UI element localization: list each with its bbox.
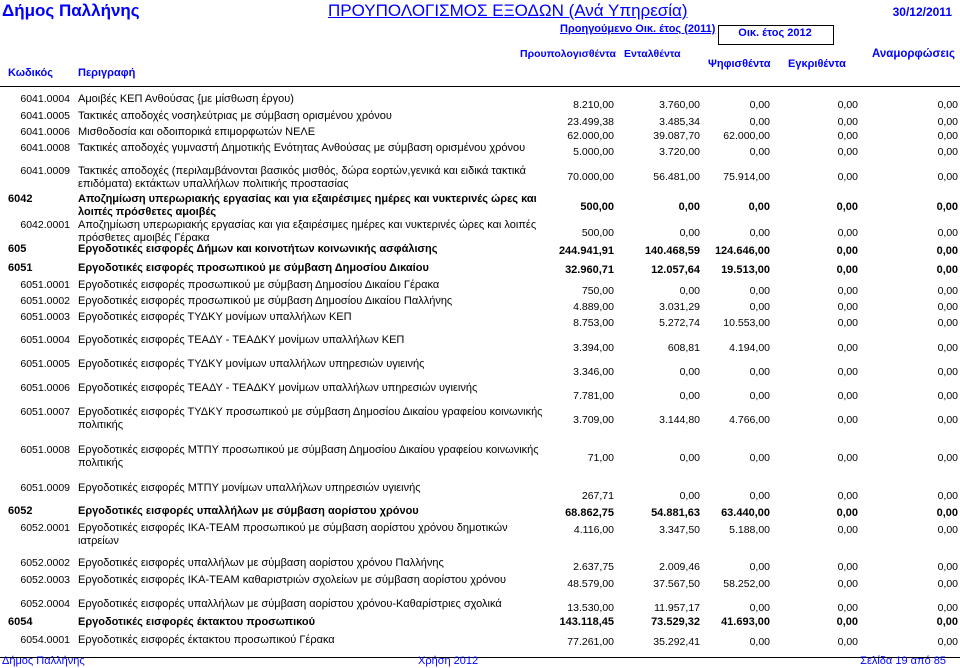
row-value-revisions: 0,00 bbox=[937, 171, 958, 183]
row-value-approved: 0,00 bbox=[836, 507, 858, 519]
header-divider bbox=[0, 86, 960, 87]
column-header-code: Κωδικός bbox=[8, 67, 53, 79]
row-value-committed: 3.347,50 bbox=[659, 524, 700, 536]
row-description: Εργοδοτικές εισφορές ΙΚΑ-ΤΕΑΜ καθαριστριών σχολείων με σύμβαση αορίστου χρόνου bbox=[78, 574, 507, 586]
row-value-approved: 0,00 bbox=[837, 561, 858, 573]
row-value-approved: 0,00 bbox=[837, 602, 858, 614]
row-value-voted: 0,00 bbox=[749, 285, 770, 297]
row-value-committed: 3.144,80 bbox=[659, 414, 700, 426]
row-value-revisions: 0,00 bbox=[936, 245, 958, 257]
row-value-revisions: 0,00 bbox=[937, 99, 958, 111]
row-value-budgeted: 3.346,00 bbox=[573, 366, 614, 378]
row-description: Εργοδοτικές εισφορές ΜΤΠΥ μονίμων υπαλλήλων υπηρεσιών υγιεινής bbox=[78, 482, 421, 494]
row-value-committed: 11.957,17 bbox=[654, 602, 700, 614]
column-header-approved: Εγκριθέντα bbox=[788, 58, 846, 70]
row-value-approved: 0,00 bbox=[837, 366, 858, 378]
row-value-voted: 58.252,00 bbox=[723, 578, 770, 590]
row-value-budgeted: 48.579,00 bbox=[567, 578, 614, 590]
row-description: Τακτικές αποδοχές νοσηλεύτριας με σύμβαση ορισμένου χρόνου bbox=[78, 110, 392, 122]
row-code: 6054 bbox=[8, 616, 33, 628]
municipality-title: Δήμος Παλλήνης bbox=[2, 1, 140, 20]
row-code: 605 bbox=[8, 243, 27, 255]
row-value-budgeted: 2.637,75 bbox=[573, 561, 614, 573]
row-value-revisions: 0,00 bbox=[937, 227, 958, 239]
current-year-label: Οικ. έτος 2012 bbox=[738, 27, 812, 39]
row-value-revisions: 0,00 bbox=[937, 414, 958, 426]
row-value-committed: 0,00 bbox=[678, 201, 700, 213]
row-value-revisions: 0,00 bbox=[936, 264, 958, 276]
row-value-budgeted: 13.530,00 bbox=[567, 602, 614, 614]
row-value-committed: 140.468,59 bbox=[644, 245, 700, 257]
row-value-approved: 0,00 bbox=[837, 130, 858, 142]
row-code: 6051.0004 bbox=[20, 334, 70, 346]
report-title: ΠΡΟΥΠΟΛΟΓΙΣΜΟΣ ΕΞΟΔΩΝ (Ανά Υπηρεσία) bbox=[328, 1, 688, 20]
row-code: 6051.0007 bbox=[20, 406, 70, 418]
row-value-revisions: 0,00 bbox=[937, 146, 958, 158]
row-value-approved: 0,00 bbox=[836, 616, 858, 628]
row-value-voted: 0,00 bbox=[749, 390, 770, 402]
footer-municipality: Δήμος Παλλήνης bbox=[2, 655, 85, 667]
row-description: Εργοδοτικές εισφορές προσωπικού με σύμβαση Δημοσίου Δικαίου bbox=[78, 262, 429, 274]
row-value-committed: 0,00 bbox=[679, 366, 700, 378]
row-value-voted: 0,00 bbox=[749, 227, 770, 239]
row-value-budgeted: 267,71 bbox=[581, 490, 614, 502]
row-value-committed: 2.009,46 bbox=[659, 561, 700, 573]
row-value-approved: 0,00 bbox=[837, 578, 858, 590]
row-value-committed: 608,81 bbox=[667, 342, 700, 354]
row-value-voted: 0,00 bbox=[749, 452, 770, 464]
row-value-revisions: 0,00 bbox=[936, 201, 958, 213]
row-code: 6041.0009 bbox=[20, 165, 70, 177]
row-code: 6052.0004 bbox=[20, 598, 70, 610]
row-code: 6051 bbox=[8, 262, 33, 274]
row-value-committed: 56.481,00 bbox=[653, 171, 700, 183]
row-code: 6051.0009 bbox=[20, 482, 70, 494]
row-value-budgeted: 4.889,00 bbox=[573, 301, 614, 313]
row-code: 6041.0005 bbox=[20, 110, 70, 122]
row-value-budgeted: 77.261,00 bbox=[567, 636, 614, 648]
row-description: Εργοδοτικές εισφορές ΤΥΔΚΥ μονίμων υπαλλήλων υπηρεσιών υγιεινής bbox=[78, 358, 425, 370]
row-value-voted: 0,00 bbox=[749, 490, 770, 502]
row-value-revisions: 0,00 bbox=[937, 636, 958, 648]
row-value-committed: 0,00 bbox=[679, 285, 700, 297]
row-description: Εργοδοτικές εισφορές υπαλλήλων με σύμβαση αορίστου χρόνου Παλλήνης bbox=[78, 557, 444, 569]
row-code: 6041.0008 bbox=[20, 142, 70, 154]
row-value-committed: 12.057,64 bbox=[651, 264, 700, 276]
row-value-revisions: 0,00 bbox=[937, 490, 958, 502]
row-value-approved: 0,00 bbox=[837, 342, 858, 354]
row-value-approved: 0,00 bbox=[837, 285, 858, 297]
row-value-committed: 35.292,41 bbox=[653, 636, 700, 648]
row-value-voted: 62.000,00 bbox=[723, 130, 770, 142]
row-description: Εργοδοτικές εισφορές έκτακτου προσωπικού Γέρακα bbox=[78, 634, 335, 646]
row-value-revisions: 0,00 bbox=[936, 507, 958, 519]
row-value-approved: 0,00 bbox=[836, 264, 858, 276]
row-value-approved: 0,00 bbox=[837, 390, 858, 402]
row-value-approved: 0,00 bbox=[837, 146, 858, 158]
row-description: Εργοδοτικές εισφορές έκτακτου προσωπικού bbox=[78, 616, 316, 628]
row-value-voted: 0,00 bbox=[749, 561, 770, 573]
row-description: Εργοδοτικές εισφορές ΤΕΑΔΥ - ΤΕΑΔΚΥ μονίμων υπαλλήλων υπηρεσιών υγιεινής bbox=[78, 382, 478, 394]
row-code: 6051.0005 bbox=[20, 358, 70, 370]
column-header-committed: Ενταλθέντα bbox=[624, 48, 681, 60]
row-code: 6042.0001 bbox=[20, 219, 70, 231]
row-value-budgeted: 500,00 bbox=[580, 201, 614, 213]
row-value-approved: 0,00 bbox=[837, 227, 858, 239]
row-value-budgeted: 70.000,00 bbox=[567, 171, 614, 183]
row-code: 6051.0002 bbox=[20, 295, 70, 307]
row-value-revisions: 0,00 bbox=[937, 366, 958, 378]
row-code: 6052.0002 bbox=[20, 557, 70, 569]
column-header-revisions: Αναμορφώσεις bbox=[872, 48, 955, 60]
row-description: Εργοδοτικές εισφορές Δήμων και κοινοτήτων κοινωνικής ασφάλισης bbox=[78, 243, 438, 255]
row-value-voted: 0,00 bbox=[749, 116, 770, 128]
row-value-revisions: 0,00 bbox=[937, 301, 958, 313]
row-value-approved: 0,00 bbox=[837, 636, 858, 648]
row-value-budgeted: 7.781,00 bbox=[573, 390, 614, 402]
row-value-revisions: 0,00 bbox=[937, 317, 958, 329]
row-value-voted: 41.693,00 bbox=[721, 616, 770, 628]
row-value-revisions: 0,00 bbox=[937, 602, 958, 614]
row-value-voted: 0,00 bbox=[749, 99, 770, 111]
row-value-budgeted: 71,00 bbox=[587, 452, 614, 464]
row-value-voted: 4.766,00 bbox=[729, 414, 770, 426]
row-description: Εργοδοτικές εισφορές υπαλλήλων με σύμβαση αορίστου χρόνου bbox=[78, 505, 419, 517]
row-value-budgeted: 500,00 bbox=[581, 227, 614, 239]
row-value-voted: 19.513,00 bbox=[721, 264, 770, 276]
row-value-committed: 54.881,63 bbox=[651, 507, 700, 519]
row-description: Εργοδοτικές εισφορές ΙΚΑ-ΤΕΑΜ προσωπικού με σύμβαση αορίστου χρόνου δημοτικών ιατρείων bbox=[78, 522, 508, 547]
column-header-voted: Ψηφισθέντα bbox=[708, 58, 771, 70]
row-value-revisions: 0,00 bbox=[937, 390, 958, 402]
row-description: Εργοδοτικές εισφορές ΤΕΑΔΥ - ΤΕΑΔΚΥ μονίμων υπαλλήλων ΚΕΠ bbox=[78, 334, 405, 346]
row-value-budgeted: 5.000,00 bbox=[573, 146, 614, 158]
row-value-budgeted: 23.499,38 bbox=[567, 116, 614, 128]
row-value-revisions: 0,00 bbox=[937, 524, 958, 536]
row-description: Εργοδοτικές εισφορές προσωπικού με σύμβαση Δημοσίου Δικαίου Γέρακα bbox=[78, 279, 440, 291]
row-description: Μισθοδοσία και οδοιπορικά επιμορφωτών ΝΕΛΕ bbox=[78, 126, 316, 138]
row-value-revisions: 0,00 bbox=[936, 616, 958, 628]
row-value-committed: 3.485,34 bbox=[659, 116, 700, 128]
row-code: 6041.0006 bbox=[20, 126, 70, 138]
row-description: Αποζημίωση υπερωριακής εργασίας και για εξαιρέσιμες ημέρες και νυκτερινές ώρες και λοιπές πρόσθετες αμοιβές Γέρακα bbox=[78, 219, 537, 244]
row-value-committed: 37.567,50 bbox=[653, 578, 700, 590]
row-code: 6051.0006 bbox=[20, 382, 70, 394]
row-value-budgeted: 3.394,00 bbox=[573, 342, 614, 354]
row-value-voted: 0,00 bbox=[749, 366, 770, 378]
row-value-approved: 0,00 bbox=[836, 245, 858, 257]
row-value-revisions: 0,00 bbox=[937, 130, 958, 142]
row-value-budgeted: 8.210,00 bbox=[573, 99, 614, 111]
row-value-revisions: 0,00 bbox=[937, 342, 958, 354]
row-value-approved: 0,00 bbox=[837, 116, 858, 128]
row-value-revisions: 0,00 bbox=[937, 285, 958, 297]
row-value-committed: 0,00 bbox=[679, 490, 700, 502]
row-value-voted: 4.194,00 bbox=[729, 342, 770, 354]
row-value-budgeted: 68.862,75 bbox=[565, 507, 614, 519]
row-value-committed: 73.529,32 bbox=[651, 616, 700, 628]
row-value-voted: 63.440,00 bbox=[721, 507, 770, 519]
row-description: Εργοδοτικές εισφορές υπαλλήλων με σύμβαση αορίστου χρόνου-Καθαρίστριες σχολικά bbox=[78, 598, 502, 610]
footer-usage-year: Χρήση 2012 bbox=[418, 655, 479, 667]
row-code: 6041.0004 bbox=[20, 93, 70, 105]
row-value-revisions: 0,00 bbox=[937, 578, 958, 590]
row-value-approved: 0,00 bbox=[836, 201, 858, 213]
row-description: Τακτικές αποδοχές (περιλαμβάνονται βασικός μισθός, δώρα εορτών,γενικά και ειδικά τακτικά επιδόματα) εκτάκτων υπαλλήλων πολιτικής προστασίας bbox=[78, 165, 526, 190]
row-description: Εργοδοτικές εισφορές ΤΥΔΚΥ μονίμων υπαλλήλων ΚΕΠ bbox=[78, 311, 352, 323]
row-value-budgeted: 750,00 bbox=[581, 285, 614, 297]
row-value-voted: 75.914,00 bbox=[723, 171, 770, 183]
row-value-approved: 0,00 bbox=[837, 99, 858, 111]
row-value-budgeted: 3.709,00 bbox=[573, 414, 614, 426]
row-value-approved: 0,00 bbox=[837, 317, 858, 329]
row-value-committed: 0,00 bbox=[679, 390, 700, 402]
row-description: Εργοδοτικές εισφορές προσωπικού με σύμβαση Δημοσίου Δικαίου Παλλήνης bbox=[78, 295, 453, 307]
row-value-approved: 0,00 bbox=[837, 414, 858, 426]
row-code: 6052.0003 bbox=[20, 574, 70, 586]
row-value-voted: 5.188,00 bbox=[729, 524, 770, 536]
row-code: 6052.0001 bbox=[20, 522, 70, 534]
row-value-committed: 0,00 bbox=[679, 452, 700, 464]
column-header-budgeted: Προυπολογισθέντα bbox=[520, 48, 616, 60]
row-description: Εργοδοτικές εισφορές ΜΤΠΥ προσωπικού με σύμβαση Δημοσίου Δικαίου γραφείου κοινωνικής πολιτικής bbox=[78, 444, 539, 469]
row-code: 6054.0001 bbox=[20, 634, 70, 646]
row-code: 6051.0008 bbox=[20, 444, 70, 456]
row-description: Αμοιβές ΚΕΠ Ανθούσας {με μίσθωση έργου) bbox=[78, 93, 294, 105]
row-code: 6052 bbox=[8, 505, 33, 517]
row-description: Τακτικές αποδοχές γυμναστή Δημοτικής Ενότητας Ανθούσας με σύμβαση ορισμένου χρόνου bbox=[78, 142, 526, 154]
footer-page-number: Σελίδα 19 από 85 bbox=[860, 655, 946, 667]
report-date: 30/12/2011 bbox=[892, 5, 952, 19]
row-value-approved: 0,00 bbox=[837, 524, 858, 536]
row-value-voted: 0,00 bbox=[748, 201, 770, 213]
row-value-approved: 0,00 bbox=[837, 171, 858, 183]
row-value-committed: 5.272,74 bbox=[659, 317, 700, 329]
row-code: 6051.0003 bbox=[20, 311, 70, 323]
row-value-budgeted: 143.118,45 bbox=[559, 616, 614, 628]
row-value-voted: 0,00 bbox=[749, 636, 770, 648]
row-value-committed: 3.760,00 bbox=[659, 99, 700, 111]
row-description: Αποζημίωση υπερωριακής εργασίας και για εξαιρέσιμες ημέρες και νυκτερινές ώρες και λοιπές πρόσθετες αμοιβές bbox=[78, 193, 537, 218]
row-value-approved: 0,00 bbox=[837, 301, 858, 313]
row-value-revisions: 0,00 bbox=[937, 561, 958, 573]
row-value-voted: 124.646,00 bbox=[714, 245, 770, 257]
row-value-revisions: 0,00 bbox=[937, 116, 958, 128]
row-description: Εργοδοτικές εισφορές ΤΥΔΚΥ προσωπικού με σύμβαση Δημοσίου Δικαίου γραφείου κοινωνικής πολιτικής bbox=[78, 406, 543, 431]
footer-divider bbox=[0, 657, 960, 658]
row-value-committed: 3.031,29 bbox=[659, 301, 700, 313]
row-code: 6042 bbox=[8, 193, 33, 205]
row-value-approved: 0,00 bbox=[837, 490, 858, 502]
row-value-budgeted: 244.941,91 bbox=[558, 245, 614, 257]
row-value-committed: 3.720,00 bbox=[659, 146, 700, 158]
column-header-description: Περιγραφή bbox=[78, 67, 136, 79]
row-code: 6051.0001 bbox=[20, 279, 70, 291]
row-value-voted: 0,00 bbox=[749, 301, 770, 313]
row-value-voted: 0,00 bbox=[749, 146, 770, 158]
row-value-budgeted: 4.116,00 bbox=[573, 524, 614, 536]
previous-year-label: Προηγούμενο Οικ. έτος (2011) bbox=[560, 23, 716, 35]
row-value-revisions: 0,00 bbox=[937, 452, 958, 464]
row-value-budgeted: 8.753,00 bbox=[573, 317, 614, 329]
row-value-voted: 10.553,00 bbox=[723, 317, 770, 329]
row-value-approved: 0,00 bbox=[837, 452, 858, 464]
row-value-budgeted: 32.960,71 bbox=[565, 264, 614, 276]
row-value-voted: 0,00 bbox=[749, 602, 770, 614]
row-value-committed: 0,00 bbox=[679, 227, 700, 239]
row-value-committed: 39.087,70 bbox=[653, 130, 700, 142]
row-value-budgeted: 62.000,00 bbox=[567, 130, 614, 142]
